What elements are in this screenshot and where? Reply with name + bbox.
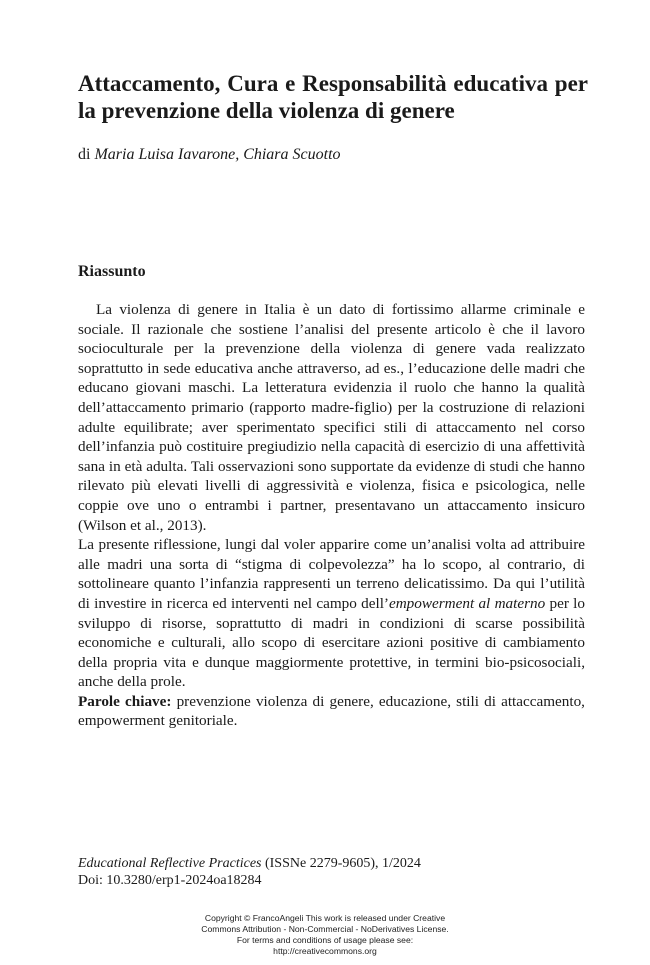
license-line: Commons Attribution - Non-Commercial - NoDerivatives License. (201, 924, 449, 934)
abstract-paragraph-1: La violenza di genere in Italia è un dato di fortissimo allarme criminale e sociale. Il razionale che sostiene l’analisi del presente articolo è che il lavoro socioculturale per la prevenzione della violenza di genere vada realizzato soprattutto in sede educativa anche attraverso, ad es., l’educazione delle madri che educano giovani maschi. La letteratura evidenzia il ruolo che hanno la qualità dell’attaccamento primario (rapporto madre-figlio) per la costruzione di relazioni adulte equilibrate; aver sperimentato specifici stili di attaccamento nel corso dell’infanzia può costituire pregiudizio nella capacità di esercizio di una affettività sana in età adulta. Tali osservazioni sono supportate da evidenze di studi che hanno rilevato più elevati livelli di aggressività e violenza, fisica e psicologica, nelle coppie ove uno o entrambi i partner, presentavano un attaccamento insicuro (Wilson et al., 2013). (78, 301, 585, 534)
byline-prefix: di (78, 146, 95, 163)
journal-line (78, 855, 498, 872)
article-title: Attaccamento, Cura e Responsabilità educativa per la prevenzione della violenza di genere (78, 71, 588, 123)
license-line: Copyright © FrancoAngeli This work is released under Creative (204, 913, 446, 923)
journal-citation (78, 855, 498, 889)
license-notice (190, 913, 460, 957)
abstract-body (78, 300, 585, 731)
keywords-list: prevenzione violenza di genere, educazione, stili di attaccamento, empowerment genitoriale. (78, 692, 585, 730)
paragraph-2-text-end: per lo sviluppo di risorse, soprattutto di madri in condizioni di scarse possibilità economiche e culturali, allo scopo di esercitare azioni positive di cambiamento della propria vita e dunque maggiormente protettive, in termini bio-psicosociali, anche della prole. (78, 594, 585, 691)
abstract-paragraph-2 (78, 535, 585, 692)
paragraph-2-italic-term: empowerment al materno (388, 594, 546, 612)
author-byline (78, 145, 588, 165)
journal-name: Educational Reflective Practices (78, 856, 262, 871)
keywords-paragraph (78, 692, 585, 731)
doi-line: Doi: 10.3280/erp1-2024oa18284 (78, 873, 262, 888)
keywords-label: Parole chiave: (78, 692, 172, 710)
license-url[interactable]: http://creativecommons.org (273, 946, 377, 956)
journal-issue: (ISSNe 2279-9605), 1/2024 (261, 856, 421, 871)
author-names: Maria Luisa Iavarone, Chiara Scuotto (94, 146, 341, 163)
paragraph-2-text-start: La presente riflessione, lungi dal voler apparire come un’analisi volta ad attribuire alle madri una sorta di “stigma di colpevolezza” ha lo scopo, al contrario, di sottolineare quanto l’infanzia rappresenti un terreno delicatissimo. Da qui l’utilità di investire in ricerca ed interventi nel campo dell’ (78, 536, 585, 612)
license-line: For terms and conditions of usage please see: (236, 935, 414, 945)
abstract-heading: Riassunto (78, 263, 146, 280)
